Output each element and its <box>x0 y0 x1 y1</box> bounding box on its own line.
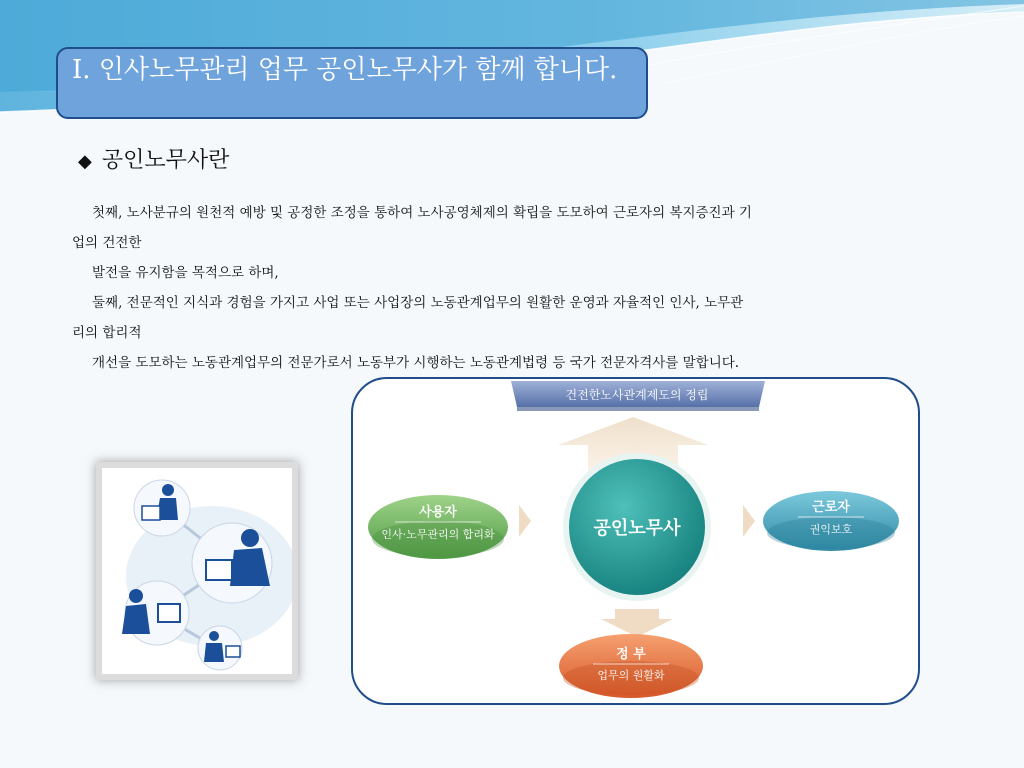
government-subtitle: 업무의 원활화 <box>597 669 665 682</box>
section-heading <box>78 143 229 174</box>
title-box <box>56 47 648 119</box>
body-paragraph <box>72 198 962 378</box>
networked-people-illustration <box>96 462 298 680</box>
body-line: 둘째, 전문적인 지식과 경험을 가지고 사업 또는 사업장의 노동관계업무의 원활한 운영과 자율적인 인사, 노무관 <box>92 295 744 311</box>
worker-subtitle: 권익보호 <box>809 523 853 536</box>
center-label: 공인노무사 <box>593 518 681 539</box>
employer-subtitle: 인사·노무관리의 합리화 <box>381 528 495 541</box>
slide-title: Ⅰ. 인사노무관리 업무 공인노무사가 함께 합니다. <box>72 55 618 85</box>
down-arrow <box>601 609 673 637</box>
center-node <box>563 453 711 601</box>
section-heading-text: 공인노무사란 <box>101 148 230 173</box>
role-diagram <box>351 377 920 705</box>
employer-title: 사용자 <box>419 505 457 520</box>
right-arrow <box>743 505 755 537</box>
body-line: 리의 합리적 <box>72 325 142 341</box>
worker-node <box>763 491 899 551</box>
bullet-diamond-icon: ◆ <box>78 151 92 172</box>
employer-node <box>368 495 508 559</box>
body-line: 발전을 유지함을 목적으로 하며, <box>92 265 279 281</box>
left-arrow <box>519 505 531 537</box>
government-node <box>559 634 703 698</box>
body-line: 업의 건전한 <box>72 235 142 251</box>
top-goal-box <box>508 379 765 411</box>
worker-title: 근로자 <box>812 500 850 515</box>
top-goal-label: 건전한노사관계제도의 정립 <box>565 388 709 402</box>
government-title: 정 부 <box>616 647 646 662</box>
body-line: 개선을 도모하는 노동관계업무의 전문가로서 노동부가 시행하는 노동관계법령 등 국가 전문자격사를 말합니다. <box>92 355 740 371</box>
body-line: 첫째, 노사분규의 원천적 예방 및 공정한 조정을 통하여 노사공영체제의 확립을 도모하여 근로자의 복지증진과 기 <box>92 205 752 221</box>
